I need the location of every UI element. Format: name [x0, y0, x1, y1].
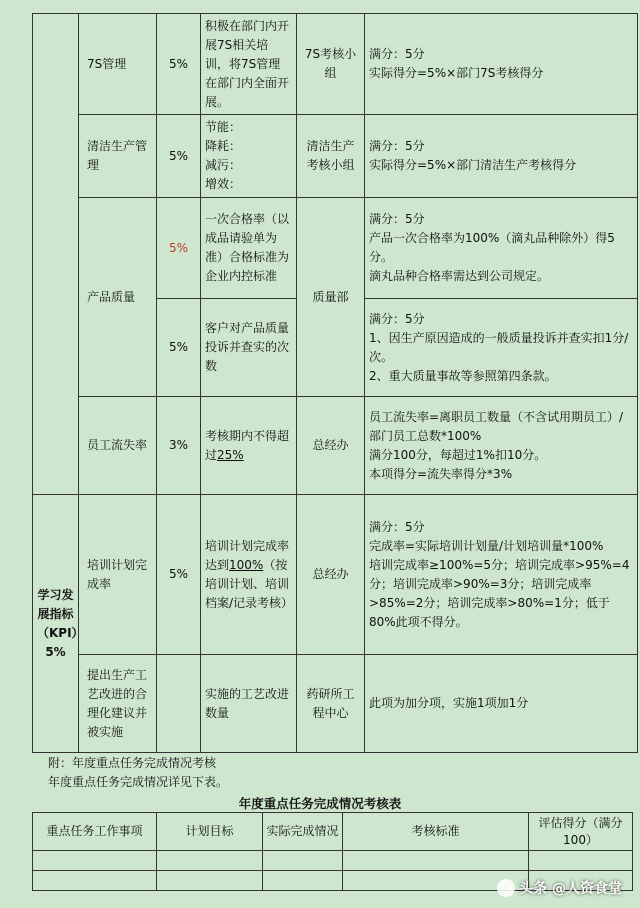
- dept-cell: 药研所工程中心: [297, 655, 365, 753]
- weight-cell: 5%: [157, 299, 201, 397]
- table-row: [33, 397, 638, 495]
- weight-cell: 5%: [157, 115, 201, 198]
- standard-cell: 节能： 降耗： 减污： 增效：: [201, 115, 297, 198]
- column-header: 评估得分（满分100）: [529, 813, 633, 851]
- table-header-row: [33, 813, 633, 851]
- rule-cell: 满分：5分 实际得分=5%×部门7S考核得分: [365, 14, 638, 115]
- category-cell: 学习发展指标（KPI） 5%: [33, 495, 79, 753]
- watermark: 头条 @人资食堂: [497, 878, 622, 898]
- toutiao-logo-icon: [497, 879, 515, 897]
- column-header: 重点任务工作事项: [33, 813, 157, 851]
- standard-cell: 客户对产品质量投诉并查实的次数: [201, 299, 297, 397]
- rule-cell: 此项为加分项，实施1项加1分: [365, 655, 638, 753]
- kpi-table: [32, 13, 638, 753]
- item-cell: 清洁生产管理: [79, 115, 157, 198]
- column-header: 考核标准: [343, 813, 529, 851]
- appendix-detail: 年度重点任务完成情况详见下表。: [48, 775, 229, 789]
- weight-cell: [157, 655, 201, 753]
- table-row: [33, 198, 638, 299]
- table-row: [33, 851, 633, 871]
- standard-cell: 实施的工艺改进数量: [201, 655, 297, 753]
- standard-cell: 培训计划完成率达到100%（按培训计划、培训档案/记录考核）: [201, 495, 297, 655]
- dept-cell: 清洁生产考核小组: [297, 115, 365, 198]
- sub-table-title: 年度重点任务完成情况考核表: [238, 796, 402, 811]
- dept-cell: 总经办: [297, 495, 365, 655]
- weight-cell: 5%: [157, 14, 201, 115]
- table-row: [33, 495, 638, 655]
- rule-cell: 满分：5分 产品一次合格率为100%（滴丸品种除外）得5分。 滴丸品种合格率需达到公司规定。: [365, 198, 638, 299]
- dept-cell: 总经办: [297, 397, 365, 495]
- item-cell: 产品质量: [79, 198, 157, 397]
- weight-cell: 5%: [157, 198, 201, 299]
- category-cell-empty: [33, 14, 79, 495]
- standard-cell: 积极在部门内开展7S相关培训，将7S管理在部门内全面开展。: [201, 14, 297, 115]
- column-header: 实际完成情况: [263, 813, 343, 851]
- table-row: [33, 14, 638, 115]
- dept-cell: 7S考核小组: [297, 14, 365, 115]
- table-row: [33, 655, 638, 753]
- item-cell: 培训计划完成率: [79, 495, 157, 655]
- item-cell: 7S管理: [79, 14, 157, 115]
- weight-cell: 5%: [157, 495, 201, 655]
- column-header: 计划目标: [157, 813, 263, 851]
- rule-cell: 满分：5分 1、因生产原因造成的一般质量投诉并查实扣1分/次。 2、重大质量事故等参照第四条款。: [365, 299, 638, 397]
- rule-cell: 满分：5分 完成率=实际培训计划量/计划培训量*100% 培训完成率≥100%=5分；培训完成率>95%=4分；培训完成率>90%=3分；培训完成率>85%=2分；培训完成率>80%=1分；低于80%此项不得分。: [365, 495, 638, 655]
- rule-cell: 员工流失率=离职员工数量（不含试用期员工）/部门员工总数*100% 满分100分，每超过1%扣10分。 本项得分=流失率得分*3%: [365, 397, 638, 495]
- appendix-note: 附：年度重点任务完成情况考核: [48, 756, 217, 770]
- dept-cell: 质量部: [297, 198, 365, 397]
- standard-cell: 考核期内不得超过25%: [201, 397, 297, 495]
- weight-cell: 3%: [157, 397, 201, 495]
- item-cell: 员工流失率: [79, 397, 157, 495]
- item-cell: 提出生产工艺改进的合理化建议并被实施: [79, 655, 157, 753]
- rule-cell: 满分：5分 实际得分=5%×部门清洁生产考核得分: [365, 115, 638, 198]
- table-row: [33, 115, 638, 198]
- standard-cell: 一次合格率（以成品请验单为准）合格标准为企业内控标准: [201, 198, 297, 299]
